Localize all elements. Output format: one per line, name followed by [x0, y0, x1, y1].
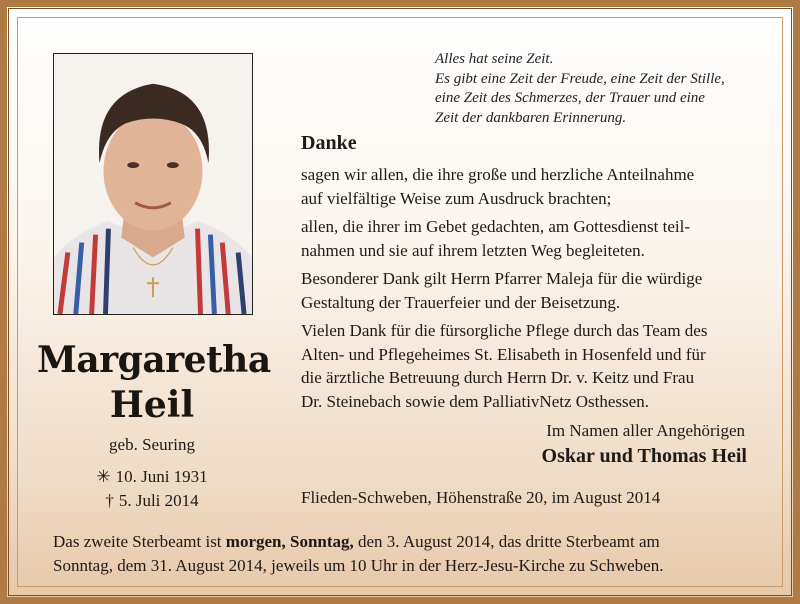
notice-text: Das zweite Sterbeamt ist: [53, 532, 226, 551]
maiden-name: geb. Seuring: [109, 435, 195, 454]
place-and-date: Flieden-Schweben, Höhenstraße 20, im August 2014: [301, 488, 661, 507]
text-line: Gestaltung der Trauerfeier und der Beisetzung.: [301, 292, 621, 312]
service-notice: [53, 530, 765, 578]
death-date-text: 5. Juli 2014: [118, 491, 199, 510]
poem-line: eine Zeit des Schmerzes, der Trauer und eine: [435, 90, 705, 106]
thanks-paragraph-4: [301, 319, 763, 413]
poem-line: Alles hat seine Zeit.: [435, 51, 554, 67]
text-line: sagen wir allen, die ihre große und herzliche Anteilnahme: [301, 165, 695, 184]
text-line: auf vielfältige Weise zum Ausdruck brachten;: [301, 188, 612, 208]
birth-date-text: 10. Juni 1931: [115, 467, 208, 486]
death-date: [37, 491, 267, 511]
portrait-illustration: [54, 54, 252, 314]
thanks-paragraph-1: [301, 163, 763, 210]
portrait-photo: [53, 53, 253, 315]
birth-star-icon: ✳: [96, 467, 111, 486]
birth-date: [37, 467, 267, 487]
text-line: die ärztliche Betreuung durch Herrn Dr. v. Keitz und Frau: [301, 368, 695, 387]
poem-line: Es gibt eine Zeit der Freude, eine Zeit der Stille,: [435, 70, 725, 87]
on-behalf-text: Im Namen aller Angehörigen: [546, 421, 745, 440]
poem: [435, 50, 775, 128]
service-notice-line-1: [53, 530, 765, 554]
deceased-first-name: Margaretha: [37, 339, 271, 381]
poem-line: Zeit der dankbaren Erinnerung.: [435, 109, 627, 126]
text-line: Vielen Dank für die fürsorgliche Pflege durch das Team des: [301, 321, 708, 340]
text-line: nahmen und sie auf ihrem letzten Weg begleiteten.: [301, 240, 645, 260]
notice-text: den 3. August 2014, das dritte Sterbeamt am: [353, 532, 660, 551]
text-line: Dr. Steinebach sowie dem PalliativNetz Osthessen.: [301, 391, 649, 411]
thanks-paragraph-3: [301, 267, 763, 314]
notice-emphasis: morgen, Sonntag,: [225, 532, 354, 551]
text-line: Besonderer Dank gilt Herrn Pfarrer Maleja für die würdige: [301, 269, 703, 288]
signer-names: Oskar und Thomas Heil: [541, 445, 747, 467]
service-notice-line-2: Sonntag, dem 31. August 2014, jeweils um 10 Uhr in der Herz-Jesu-Kirche zu Schweben.: [53, 556, 664, 575]
death-cross-icon: †: [105, 491, 114, 510]
text-line: Alten- und Pflegeheimes St. Elisabeth in Hosenfeld und für: [301, 344, 706, 364]
thanks-paragraph-2: [301, 215, 763, 262]
text-line: allen, die ihrer im Gebet gedachten, am Gottesdienst teil-: [301, 217, 690, 236]
deceased-last-name: Heil: [109, 384, 195, 426]
thanks-heading: Danke: [301, 132, 357, 154]
